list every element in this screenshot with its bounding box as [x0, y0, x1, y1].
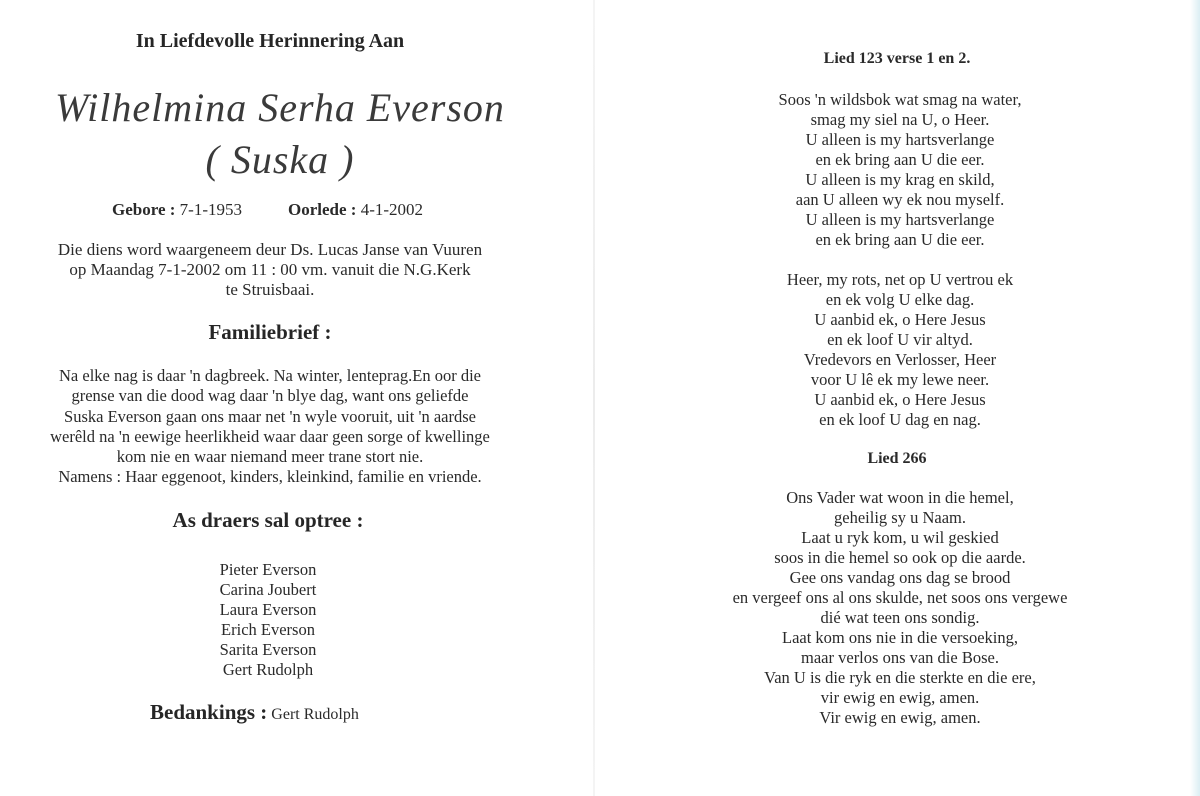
hymn2-title: Lied 266 — [867, 450, 927, 467]
verse-line: en ek bring aan U die eer. — [815, 150, 985, 169]
verse-line: soos in die hemel so ook op die aarde. — [774, 548, 1026, 567]
letter-line: Na elke nag is daar 'n dagbreek. Na winter, lenteprag.En oor die — [59, 366, 481, 385]
bearers-list — [100, 560, 436, 680]
bearer-name: Sarita Everson — [219, 640, 317, 659]
deceased-name — [40, 82, 520, 186]
verse-line: smag my siel na U, o Heer. — [810, 110, 990, 129]
verse-line: geheilig sy u Naam. — [834, 508, 966, 527]
verse-line: en ek loof U dag en nag. — [819, 410, 981, 429]
verse-line: U alleen is my hartsverlange — [805, 210, 995, 229]
service-details — [20, 240, 520, 300]
verse-line: maar verlos ons van die Bose. — [801, 648, 999, 667]
verse-line: Heer, my rots, net op U vertrou ek — [786, 270, 1014, 289]
thanks-line — [150, 700, 359, 725]
verse-line: aan U alleen wy ek nou myself. — [795, 190, 1005, 209]
verse-line: dié wat teen ons sondig. — [820, 608, 980, 627]
letter-line: werêld na 'n eewige heerlikheid waar daar geen sorge of kwellinge — [50, 426, 490, 446]
letter-line: Suska Everson gaan ons maar net 'n wyle vooruit, uit 'n aardse — [64, 406, 476, 426]
service-line: op Maandag 7-1-2002 om 11 : 00 vm. vanuit die N.G.Kerk — [69, 260, 471, 279]
verse-line: en vergeef ons al ons skulde, net soos ons vergewe — [732, 588, 1068, 607]
deceased-full-name: Wilhelmina Serha Everson — [55, 85, 505, 130]
deceased-nickname: ( Suska ) — [205, 137, 355, 182]
verse-line: U alleen is my krag en skild, — [805, 170, 995, 189]
born-label: Gebore : — [112, 200, 176, 219]
verse-line: U aanbid ek, o Here Jesus — [814, 310, 986, 329]
verse-line: vir ewig en ewig, amen. — [820, 688, 980, 707]
hymn1-verse2 — [600, 270, 1200, 430]
verse-line: en ek volg U elke dag. — [825, 290, 975, 309]
verse-line: voor U lê ek my lewe neer. — [810, 370, 990, 389]
died-date — [288, 200, 423, 220]
born-date — [112, 200, 242, 220]
verse-line: U alleen is my hartsverlange — [805, 130, 995, 149]
bearer-name: Erich Everson — [221, 620, 315, 639]
bearers-heading: As draers sal optree : — [172, 508, 364, 532]
letter-line: grense van die dood wag daar 'n blye dag, want ons geliefde — [71, 386, 469, 406]
hymn1-title: Lied 123 verse 1 en 2. — [823, 50, 971, 67]
letter-line: kom nie en waar niemand meer trane stort nie. — [116, 447, 424, 467]
born-value: 7-1-1953 — [179, 200, 242, 219]
thanks-name: Gert Rudolph — [271, 706, 359, 723]
verse-line: Vir ewig en ewig, amen. — [819, 708, 981, 727]
verse-line: Laat kom ons nie in die versoeking, — [782, 628, 1018, 647]
verse-line: Vredevors en Verlosser, Heer — [803, 350, 997, 369]
family-letter — [20, 366, 520, 488]
hymn2-text — [600, 488, 1200, 728]
letter-heading: Familiebrief : — [208, 320, 332, 344]
verse-line: Soos 'n wildsbok wat smag na water, — [778, 90, 1022, 109]
service-line: te Struisbaai. — [225, 280, 315, 299]
letter-line: Namens : Haar eggenoot, kinders, kleinkind, familie en vriende. — [58, 467, 482, 487]
died-value: 4-1-2002 — [360, 200, 424, 219]
hymn1-verse1 — [600, 90, 1200, 250]
verse-line: Ons Vader wat woon in die hemel, — [786, 488, 1014, 507]
bearer-name: Gert Rudolph — [222, 660, 314, 679]
bearer-name: Carina Joubert — [219, 580, 317, 599]
memorial-heading: In Liefdevolle Herinnering Aan — [135, 30, 405, 52]
right-page — [600, 0, 1200, 796]
verse-line: Van U is die ryk en die sterkte en die ere, — [764, 668, 1036, 687]
bearer-name: Laura Everson — [219, 600, 317, 619]
died-label: Oorlede : — [288, 200, 357, 219]
verse-line: Laat u ryk kom, u wil geskied — [801, 528, 999, 547]
verse-line: U aanbid ek, o Here Jesus — [814, 390, 986, 409]
thanks-label: Bedankings : — [150, 700, 268, 724]
verse-line: en ek bring aan U die eer. — [815, 230, 985, 249]
verse-line: Gee ons vandag ons dag se brood — [789, 568, 1011, 587]
service-line: Die diens word waargeneem deur Ds. Lucas Janse van Vuuren — [57, 240, 483, 259]
verse-line: en ek loof U vir altyd. — [827, 330, 973, 349]
bearer-name: Pieter Everson — [219, 560, 317, 579]
